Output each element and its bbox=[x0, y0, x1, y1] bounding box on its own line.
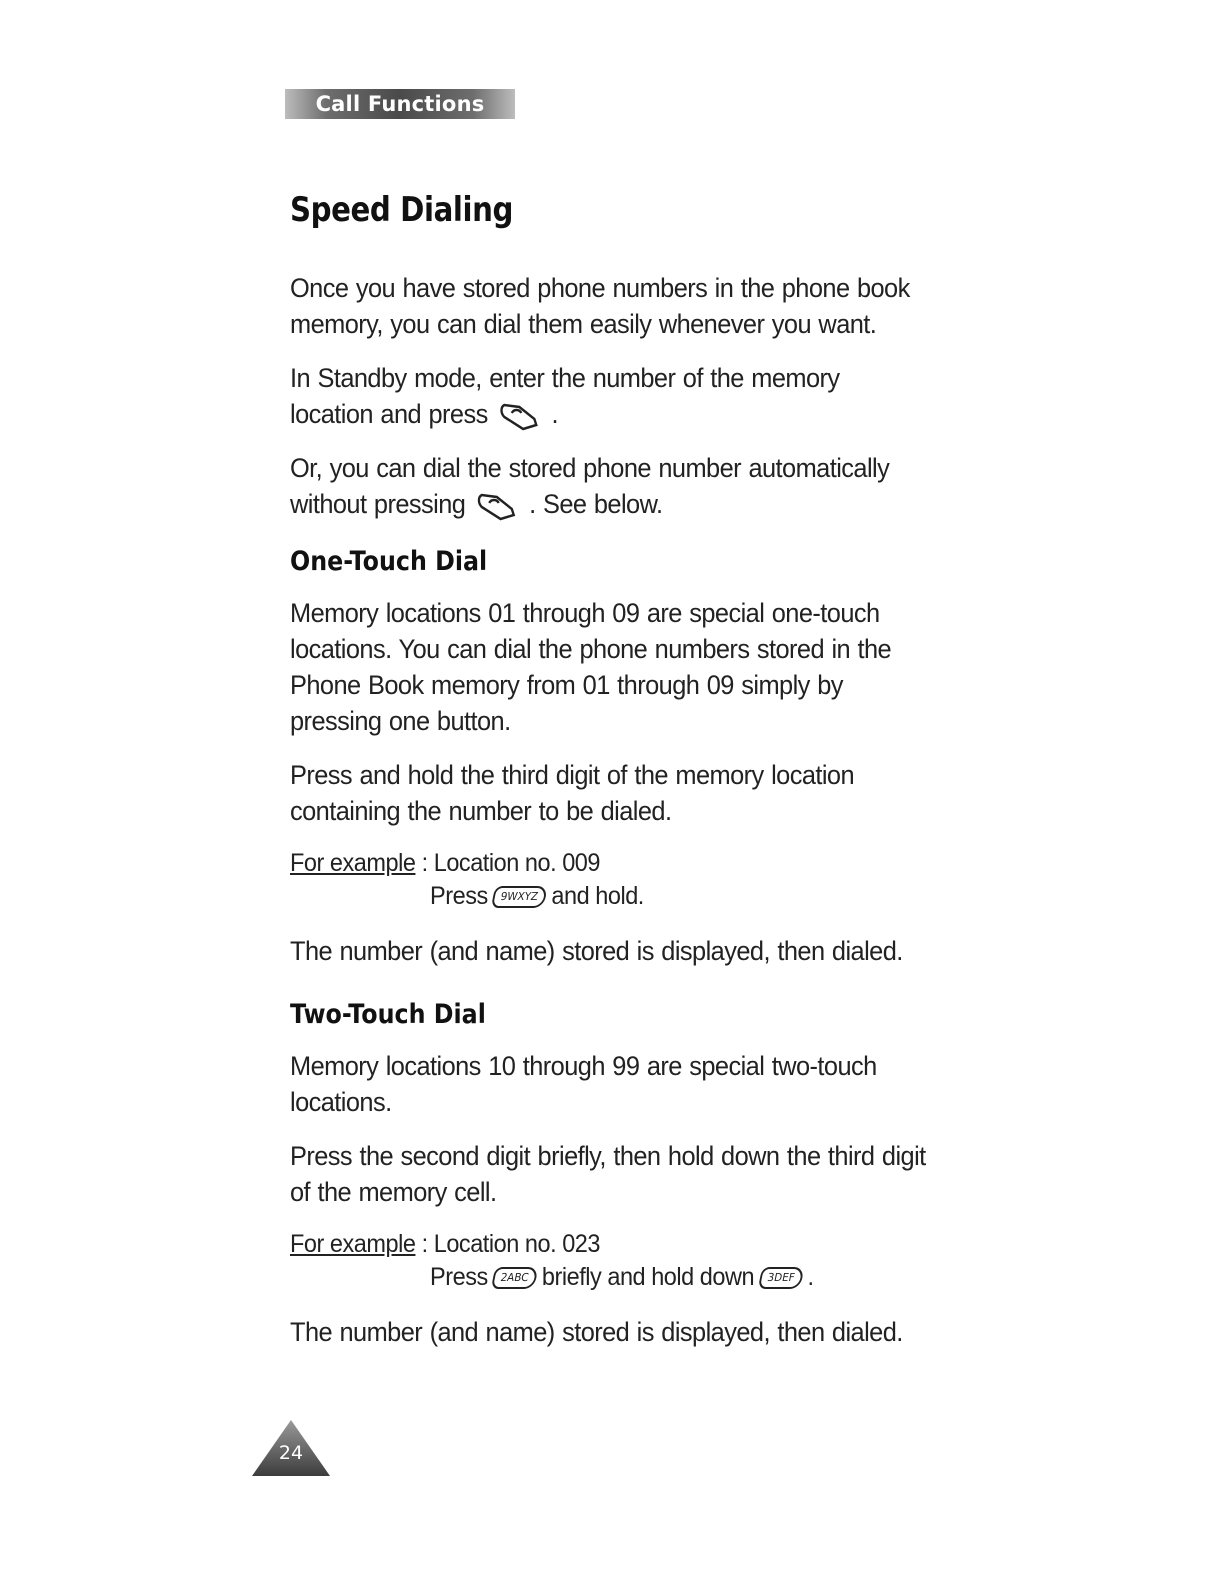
intro-paragraph-1: Once you have stored phone numbers in the phone book memory, you can dial them easily whenever you want. bbox=[290, 273, 910, 339]
intro-paragraph-3 bbox=[290, 450, 929, 522]
intro-paragraph-2-text: In Standby mode, enter the number of the memory location and press bbox=[290, 363, 840, 429]
two-touch-heading: Two-Touch Dial bbox=[290, 999, 486, 1030]
intro-paragraph-2 bbox=[290, 360, 929, 432]
one-touch-paragraph-1: Memory locations 01 through 09 are special one-touch locations. You can dial the phone numbers stored in the Phone Book memory from 01 through 09 simply by pressing one button. bbox=[290, 598, 892, 736]
one-touch-example bbox=[290, 847, 929, 913]
page-content bbox=[290, 190, 930, 1368]
one-touch-paragraph-2: Press and hold the third digit of the memory location containing the number to be dialed. bbox=[290, 760, 855, 826]
two-touch-paragraph-2: Press the second digit briefly, then hold down the third digit of the memory cell. bbox=[290, 1141, 926, 1207]
page-number-badge bbox=[252, 1420, 330, 1476]
example-label: For example bbox=[290, 849, 416, 877]
key-3-icon: 3DEF bbox=[758, 1267, 804, 1289]
example-location: Location no. 023 bbox=[433, 1230, 601, 1258]
example-label: For example bbox=[290, 1230, 416, 1258]
intro-paragraph-3-text: Or, you can dial the stored phone number automatically without pressing bbox=[290, 453, 890, 519]
example-after: and hold. bbox=[551, 882, 644, 910]
two-touch-paragraph-1: Memory locations 10 through 99 are special two-touch locations. bbox=[290, 1051, 877, 1117]
one-touch-heading: One-Touch Dial bbox=[290, 546, 488, 577]
section-tab-label: Call Functions bbox=[315, 92, 485, 116]
example-location: Location no. 009 bbox=[433, 849, 601, 877]
intro-paragraph-3-end: . See below. bbox=[529, 489, 663, 519]
two-touch-result: The number (and name) stored is displayed, then dialed. bbox=[290, 1317, 903, 1347]
example-end: . bbox=[807, 1263, 814, 1291]
section-tab bbox=[285, 89, 515, 119]
two-touch-example bbox=[290, 1228, 929, 1294]
example-mid: briefly and hold down bbox=[541, 1263, 755, 1291]
key-9-icon: 9WXYZ bbox=[491, 886, 548, 908]
example-press: Press bbox=[430, 882, 488, 910]
example-press: Press bbox=[430, 1263, 488, 1291]
page-title: Speed Dialing bbox=[290, 190, 513, 230]
intro-paragraph-2-end: . bbox=[551, 399, 558, 429]
example-colon: : bbox=[421, 1230, 428, 1258]
send-key-icon bbox=[477, 491, 518, 521]
key-2-icon: 2ABC bbox=[491, 1267, 538, 1289]
one-touch-result: The number (and name) stored is displayed, then dialed. bbox=[290, 936, 903, 966]
example-colon: : bbox=[421, 849, 428, 877]
page-number: 24 bbox=[278, 1442, 304, 1464]
send-key-icon bbox=[499, 401, 540, 431]
